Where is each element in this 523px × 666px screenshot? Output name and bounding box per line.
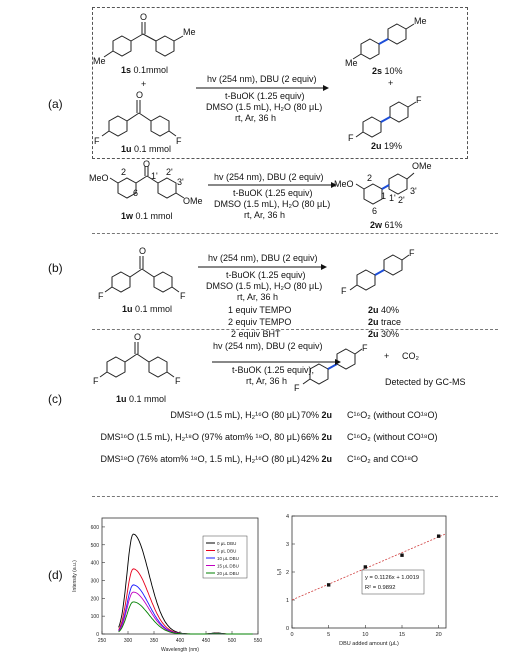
fit-r2: R² = 0.9892 (365, 585, 396, 591)
y-tick-label-2: 4 (285, 514, 289, 520)
y-axis-label: Intensity (a.u.) (72, 560, 78, 592)
additive-2: 2 equiv TEMPO (228, 317, 292, 327)
me-label-left: Me (93, 56, 106, 66)
new-bond-2w (382, 185, 389, 189)
sm-c-label: 1u 0.1 mmol (116, 394, 167, 404)
additive-3: 2 equiv BHT (231, 329, 281, 339)
num-2p: 2' (166, 167, 173, 177)
c-row-2-note: C¹⁶O₂ (without CO¹⁸O) (347, 432, 438, 442)
x-tick-label: 500 (227, 638, 237, 644)
oxygen-label-b: O (139, 246, 147, 256)
x-tick-label: 550 (253, 638, 263, 644)
y-tick-label: 400 (90, 560, 99, 567)
sm2-label: 1u 0.1 mmol (121, 144, 172, 154)
c-row-3-note: C¹⁶O₂ and CO¹⁸O (347, 454, 419, 464)
oxygen-label-3: O (143, 159, 151, 169)
me-label-right: Me (183, 27, 196, 37)
f-label-left: F (94, 136, 100, 146)
cond-a2-1: hv (254 nm), DBU (2 equiv) (214, 172, 324, 182)
legend-label-2: 10 μL DBU (217, 556, 239, 561)
legend-label-1: 5 μL DBU (217, 548, 237, 554)
series-line-4 (119, 602, 253, 634)
c-row-3-cond: DMS¹⁸O (76% atom% ¹⁸O, 1.5 mL), H₂¹⁶O (80 μL) (100, 454, 300, 464)
y-tick-label: 200 (90, 596, 99, 603)
p1-label: 2s 10% (372, 66, 403, 76)
benzophenone-1u-structure (102, 100, 176, 136)
x-tick-label-2: 0 (290, 632, 294, 638)
cond-b-4: rt, Ar, 36 h (237, 292, 279, 302)
f-label-right: F (176, 136, 182, 146)
f-label-b-2u-right: F (409, 248, 415, 258)
cond-c-2: t-BuOK (1.25 equiv), (232, 365, 315, 375)
new-bond-2u-c (328, 364, 337, 369)
cond-a1-4: rt, Ar, 36 h (235, 113, 277, 123)
panel-label-c: (c) (48, 392, 62, 406)
me-label-2s-left: Me (345, 58, 358, 68)
legend-label-0: 0 μL DBU (217, 541, 237, 546)
plus-sign-2: + (388, 78, 394, 88)
c-row-1-note: C¹⁶O₂ (without CO¹⁸O) (347, 410, 438, 420)
x-tick-label-2: 15 (398, 632, 406, 638)
plus-sign: + (141, 79, 147, 89)
data-point-3 (437, 534, 440, 537)
result-3: 2u 30% (368, 329, 400, 339)
p2-label: 2u 19% (371, 141, 403, 151)
y-tick-label-2: 2 (285, 570, 289, 576)
cond-a1-3: DMSO (1.5 mL), H₂O (80 μL) (206, 102, 323, 112)
ome-label: OMe (183, 196, 203, 206)
detected-label: Detected by GC-MS (385, 377, 466, 387)
series-line-3 (119, 592, 253, 634)
y-tick-label: 500 (90, 542, 99, 549)
oxygen-label: O (140, 12, 148, 22)
panel-label-d: (d) (48, 568, 63, 582)
legend-label-3: 15 μL DBU (217, 563, 239, 569)
f-label-c-left: F (93, 376, 99, 386)
num-1-2w: 1 (381, 191, 387, 201)
new-bond-2u (381, 117, 390, 122)
stern-volmer-chart (276, 506, 456, 656)
cond-a2-4: rt, Ar, 36 h (244, 210, 286, 220)
x-axis-label: Wavelength (nm) (161, 647, 199, 653)
fluorescence-spectra-chart (68, 506, 268, 656)
panel-label-b: (b) (48, 261, 63, 275)
panel-label-a: (a) (48, 97, 63, 111)
data-point-1 (364, 565, 367, 568)
c-row-3-yield: 42% 2u (301, 454, 333, 464)
f-label-2u-left: F (348, 133, 354, 143)
num-6-2w: 6 (372, 206, 378, 216)
sm1-label: 1s 0.1mmol (121, 65, 169, 75)
series-line-2 (119, 585, 253, 634)
result-1: 2u 40% (368, 305, 400, 315)
new-bond-2u-b (375, 270, 384, 275)
y-tick-label-2: 1 (285, 598, 289, 604)
x-tick-label: 450 (201, 638, 211, 644)
f-label-b-right: F (180, 291, 186, 301)
num-1p-2w: 1' (389, 193, 396, 203)
c-row-1-cond: DMS¹⁶O (1.5 mL), H₂¹⁶O (80 μL) (170, 410, 300, 420)
ome-label-2w: OMe (412, 161, 432, 171)
cond-c-3: rt, Ar, 36 h (246, 376, 288, 386)
legend-label-4: 20 μL DBU (217, 571, 239, 576)
num-6: 6 (133, 188, 139, 198)
c-row-2-yield: 66% 2u (301, 432, 333, 442)
p-2w-label: 2w 61% (370, 220, 403, 230)
benzophenone-1u-c-structure (100, 342, 174, 377)
f-label-b-2u-left: F (341, 286, 347, 296)
plus-sign-c: + (384, 351, 390, 361)
result-2: 2u trace (368, 317, 402, 327)
y-tick-label: 0 (96, 632, 99, 638)
y-tick-label: 600 (90, 524, 99, 531)
f-label-2u-right: F (416, 95, 422, 105)
x-tick-label-2: 5 (327, 632, 331, 638)
y-tick-label: 300 (90, 578, 99, 585)
x-tick-label-2: 20 (435, 632, 442, 638)
cond-a1-2: t-BuOK (1.25 equiv) (225, 91, 305, 101)
num-1p: 1' (151, 171, 158, 181)
cond-b-3: DMSO (1.5 mL), H₂O (80 μL) (206, 281, 323, 291)
num-2: 2 (121, 167, 127, 177)
x-axis-label-2: DBU added amount (μL) (339, 641, 399, 647)
me-label-2s-right: Me (414, 16, 427, 26)
benzophenone-1u-b-structure (105, 256, 179, 292)
y-axis-label-2: I₀/I (277, 568, 283, 576)
cond-b-1: hv (254 nm), DBU (2 equiv) (208, 253, 318, 263)
data-point-0 (327, 583, 330, 586)
cond-a2-3: DMSO (1.5 mL), H₂O (80 μL) (214, 199, 331, 209)
new-bond-2s (379, 39, 388, 44)
series-line-1 (119, 569, 253, 634)
benzophenone-1s-structure (104, 22, 183, 57)
f-label-c-2u-right: F (362, 343, 368, 353)
f-label-c-2u-left: F (294, 383, 300, 393)
y-tick-label-2: 3 (285, 542, 289, 548)
x-tick-label: 250 (97, 638, 107, 644)
oxygen-label-c: O (134, 332, 142, 342)
meo-label-2w: MeO (334, 179, 354, 189)
sm-1w-label: 1w 0.1 mmol (121, 211, 173, 221)
f-label-b-left: F (98, 291, 104, 301)
sm-b-label: 1u 0.1 mmol (122, 304, 173, 314)
num-3p: 3' (177, 177, 184, 187)
y-tick-label: 100 (90, 614, 99, 621)
x-tick-label-2: 10 (362, 632, 369, 638)
y-tick-label-2: 0 (285, 626, 289, 632)
x-tick-label: 300 (123, 638, 133, 644)
additive-1: 1 equiv TEMPO (228, 305, 292, 315)
meo-label: MeO (89, 173, 109, 183)
cond-b-2: t-BuOK (1.25 equiv) (226, 270, 306, 280)
data-point-2 (400, 554, 403, 557)
x-tick-label: 350 (149, 638, 159, 644)
f-label-c-right: F (175, 376, 181, 386)
cond-c-1: hv (254 nm), DBU (2 equiv) (213, 341, 323, 351)
x-tick-label: 400 (175, 638, 185, 644)
num-2-2w: 2 (367, 173, 373, 183)
co2-label: CO₂ (402, 351, 419, 361)
c-row-1-yield: 70% 2u (301, 410, 333, 420)
cond-a1-1: hv (254 nm), DBU (2 equiv) (207, 74, 317, 84)
num-3p-2w: 3' (410, 186, 417, 196)
fit-equation: y = 0.1126x + 1.0019 (365, 575, 420, 581)
num-2p-2w: 2' (398, 195, 405, 205)
oxygen-label-2: O (136, 90, 144, 100)
cond-a2-2: t-BuOK (1.25 equiv) (233, 188, 313, 198)
c-row-2-cond: DMS¹⁶O (1.5 mL), H₂¹⁸O (97% atom% ¹⁸O, 80 μL) (100, 432, 300, 442)
